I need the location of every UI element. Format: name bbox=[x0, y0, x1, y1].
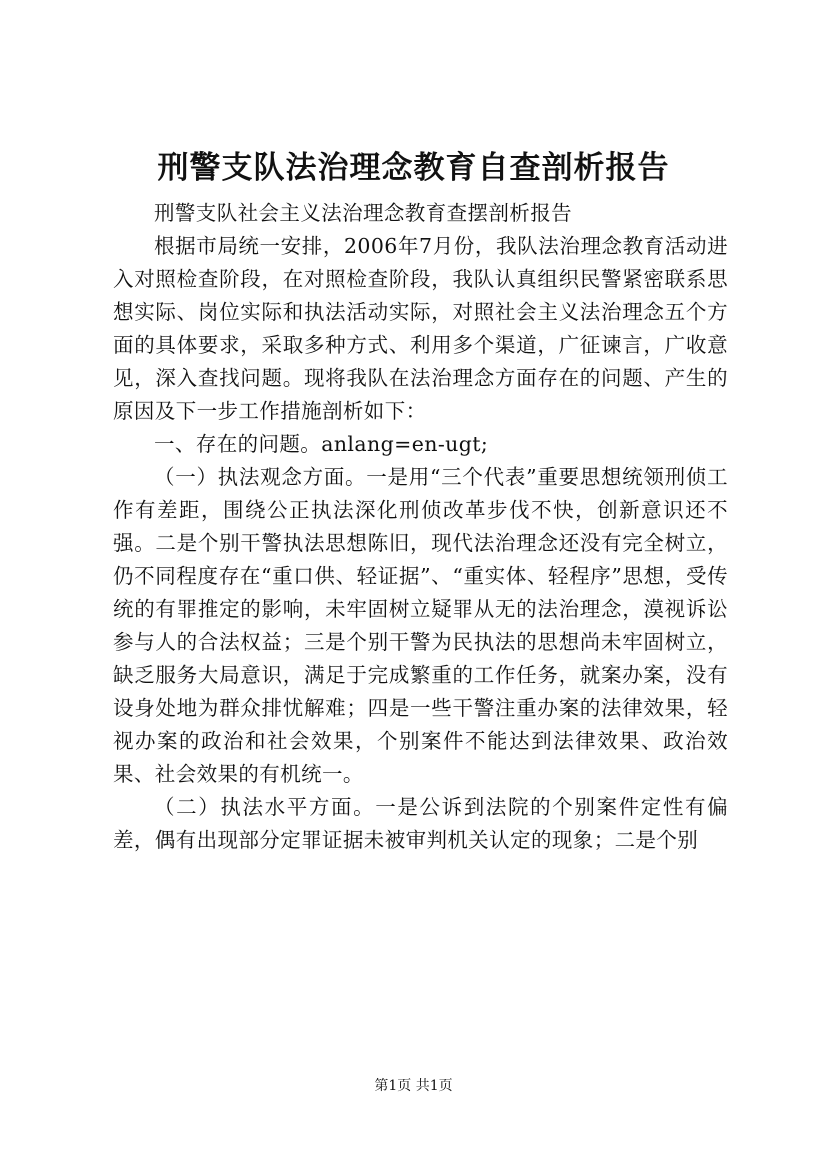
execution-level-paragraph: （二）执法水平方面。一是公诉到法院的个别案件定性有偏差，偶有出现部分定罪证据未被审判机关认定的现象；二是个别 bbox=[113, 795, 728, 852]
intro-paragraph: 根据市局统一安排，2006年7月份，我队法治理念教育活动进入对照检查阶段，在对照检查阶段，我队认真组织民警紧密联系思想实际、岗位实际和执法活动实际，对照社会主义法治理念五个方面的具体要求，采取多种方式、利用多个渠道，广征谏言，广收意见，深入查找问题。现将我队在法治理念方面存在的问题、产生的原因及下一步工作措施剖析如下： bbox=[113, 234, 728, 423]
execution-concept-paragraph: （一）执法观念方面。一是用“三个代表”重要思想统领刑侦工作有差距，围绕公正执法深化刑侦改革步伐不快，创新意识还不强。二是个别干警执法思想陈旧，现代法治理念还没有完全树立，仍不同程度存在“重口供、轻证据”、“重实体、轻程序”思想，受传统的有罪推定的影响，未牢固树立疑罪从无的法治理念，漠视诉讼参与人的合法权益；三是个别干警为民执法的思想尚未牢固树立，缺乏服务大局意识，满足于完成繁重的工作任务，就案办案，没有设身处地为群众排忧解难；四是一些干警注重办案的法律效果，轻视办案的政治和社会效果，个别案件不能达到法律效果、政治效果、社会效果的有机统一。 bbox=[113, 465, 728, 786]
page-footer: 第1页 共1页 bbox=[374, 1078, 453, 1094]
section-heading-paragraph: 一、存在的问题。anlang=en-ugt; bbox=[154, 432, 489, 456]
subtitle-paragraph: 刑警支队社会主义法治理念教育查摆剖析报告 bbox=[154, 201, 572, 225]
document-body bbox=[113, 197, 728, 857]
document-title: 刑警支队法治理念教育自查剖析报告 bbox=[157, 150, 670, 186]
